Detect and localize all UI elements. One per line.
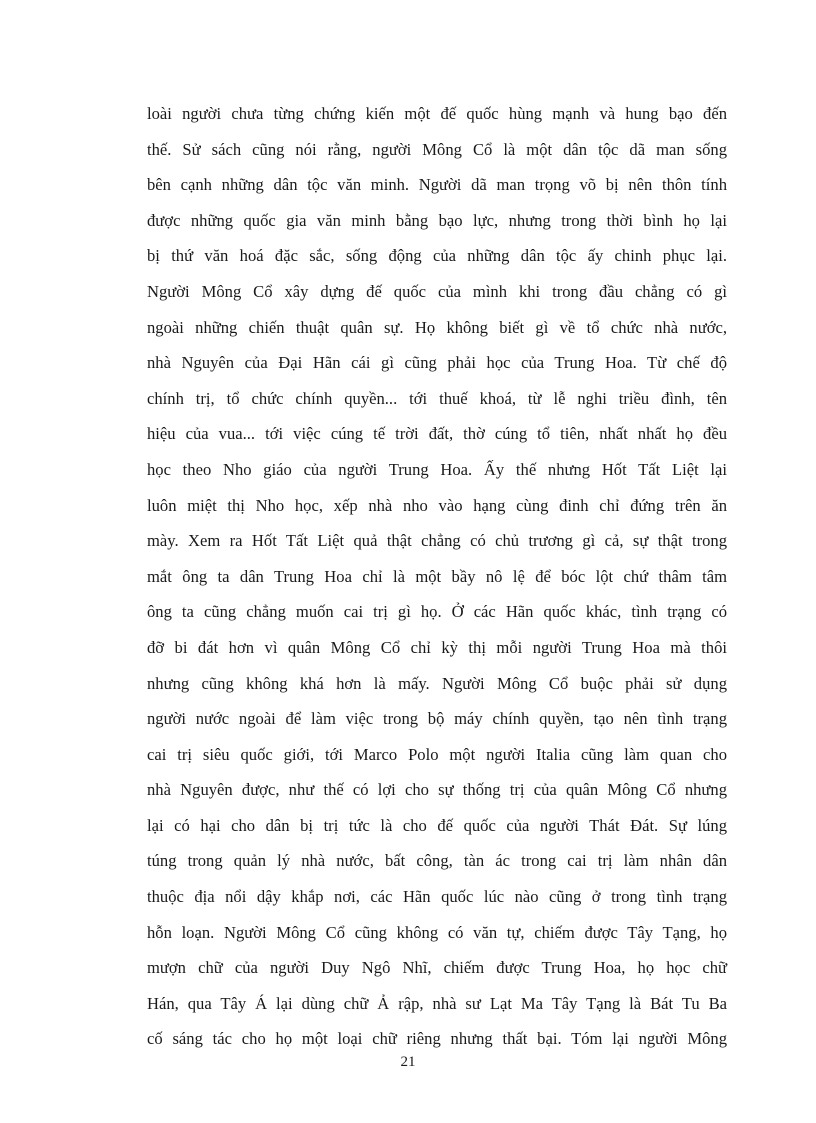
text-line: túng trong quản lý nhà nước, bất công, tàn ác trong cai trị làm nhân dân [147,851,727,871]
text-line: ông ta cũng chẳng muốn cai trị gì họ. Ở các Hãn quốc khác, tình trạng có [147,602,727,622]
text-line: nhà Nguyên của Đại Hãn cái gì cũng phải học của Trung Hoa. Từ chế độ [147,353,727,373]
text-line: cai trị siêu quốc giới, tới Marco Polo một người Italia cũng làm quan cho [147,744,727,764]
text-line: mày. Xem ra Hốt Tất Liệt quả thật chẳng có chủ trương gì cả, sự thật trong [147,531,727,551]
text-line: hỗn loạn. Người Mông Cổ cũng không có văn tự, chiếm được Tây Tạng, họ [147,922,727,942]
text-line: đỡ bi đát hơn vì quân Mông Cổ chỉ kỳ thị mỗi người Trung Hoa mà thôi [147,637,727,657]
text-line: loài người chưa từng chứng kiến một đế quốc hùng mạnh và hung bạo đến [147,104,727,123]
text-line: bị thứ văn hoá đặc sắc, sống động của những dân tộc ấy chinh phục lại. [147,246,727,266]
text-line: luôn miệt thị Nho học, xếp nhà nho vào hạng cùng đinh chỉ đứng trên ăn [147,495,727,515]
text-line: hiệu của vua... tới việc cúng tế trời đất, thờ cúng tổ tiên, nhất nhất họ đều [147,424,727,444]
text-line: người nước ngoài để làm việc trong bộ máy chính quyền, tạo nên tình trạng [147,709,727,729]
text-line: lại có hại cho dân bị trị tức là cho đế quốc của người Thát Đát. Sự lúng [147,815,727,835]
text-line: bên cạnh những dân tộc văn minh. Người dã man trọng võ bị nên thôn tính [147,175,727,195]
text-line: mượn chữ của người Duy Ngô Nhĩ, chiếm được Trung Hoa, họ học chữ [147,958,727,978]
body-text [147,96,727,1057]
text-line: mắt ông ta dân Trung Hoa chỉ là một bầy nô lệ để bóc lột chứ thâm tâm [147,566,727,586]
text-line: chính trị, tổ chức chính quyền... tới thuế khoá, từ lễ nghi triều đình, tên [147,388,727,408]
text-line: học theo Nho giáo của người Trung Hoa. Ấy thế nhưng Hốt Tất Liệt lại [147,459,727,479]
text-line: được những quốc gia văn minh bằng bạo lực, nhưng trong thời bình họ lại [147,210,727,230]
text-line: thuộc địa nổi dậy khắp nơi, các Hãn quốc lúc nào cũng ở trong tình trạng [147,887,727,907]
text-line: Người Mông Cổ xây dựng đế quốc của mình khi trong đầu chẳng có gì [147,281,727,301]
text-line: Hán, qua Tây Á lại dùng chữ Ả rập, nhà sư Lạt Ma Tây Tạng là Bát Tu Ba [147,993,727,1013]
text-line: nhà Nguyên được, như thế có lợi cho sự thống trị của quân Mông Cổ nhưng [147,780,727,800]
text-line: nhưng cũng không khá hơn là mấy. Người Mông Cổ buộc phải sử dụng [147,673,727,693]
text-line: thế. Sử sách cũng nói rằng, người Mông Cổ là một dân tộc dã man sống [147,139,727,159]
page-number: 21 [400,1054,416,1070]
text-line: ngoài những chiến thuật quân sự. Họ không biết gì về tổ chức nhà nước, [147,317,727,337]
text-line: cố sáng tác cho họ một loại chữ riêng nhưng thất bại. Tóm lại người Mông [147,1029,727,1049]
